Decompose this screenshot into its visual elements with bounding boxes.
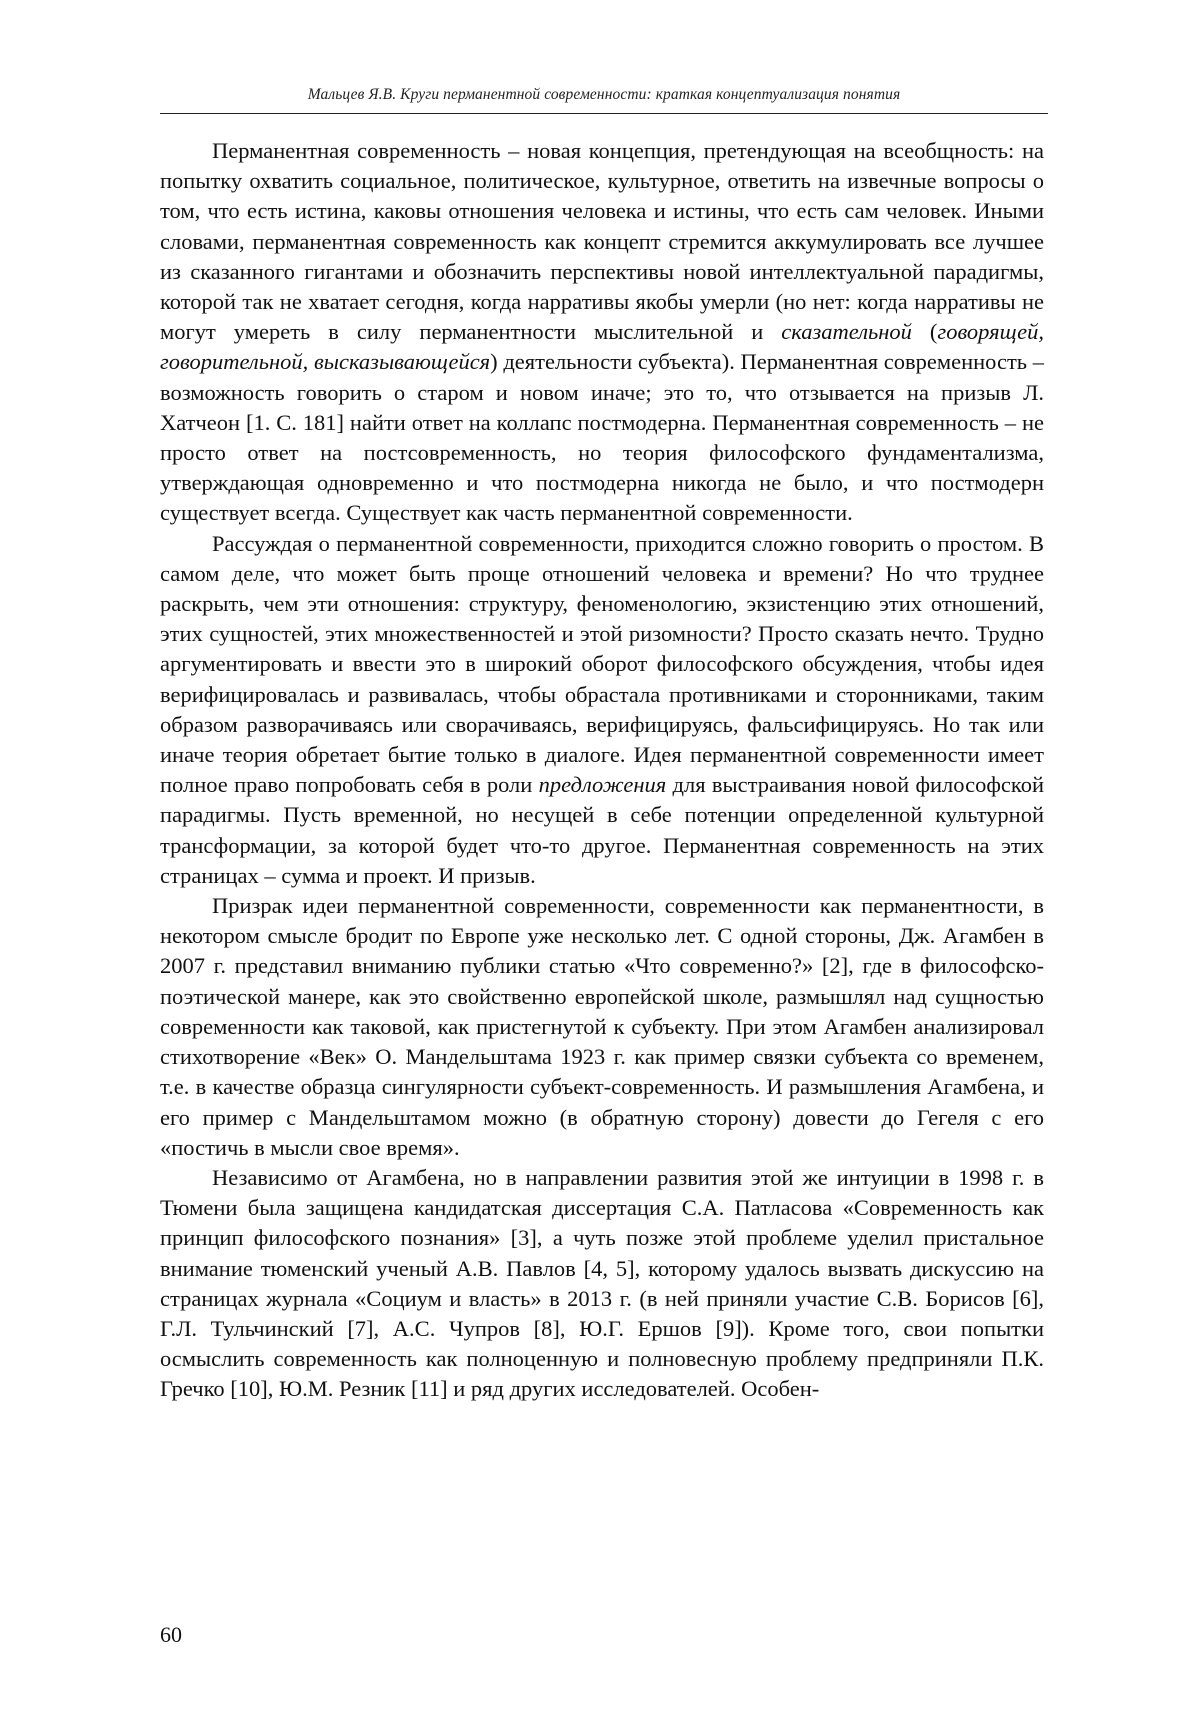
paragraph-1-emphasis-1: сказательной xyxy=(781,319,912,345)
paragraph-1 xyxy=(160,136,1044,529)
paragraph-4-text: Независимо от Агамбена, но в направлении развития этой же интуиции в 1998 г. в Тюмени была защищена кандидатская диссертация С.А. Патласова «Современность как принцип философского познания» [3], а чуть позже этой проблеме уделил пристальное внимание тюменский ученый А.В. Павлов [4, 5], которому удалось вызвать дискуссию на страницах журнала «Социум и власть» в 2013 г. (в ней приняли участие С.В. Борисов [6], Г.Л. Тульчинский [7], А.С. Чупров [8], Ю.Г. Ершов [9]). Кроме того, свои попытки осмыслить современность как полноценную и полновесную проблему предприняли П.К. Гречко [10], Ю.М. Резник [11] и ряд других исследователей. Особен- xyxy=(160,1164,1044,1402)
paragraph-2-emphasis: предложения xyxy=(538,772,667,798)
paragraph-1-text-b: ( xyxy=(911,319,938,345)
page-number: 60 xyxy=(160,1622,182,1647)
paragraph-2-text-b: для выстраивания новой философской парадигмы. Пусть временной, но несущей в себе потенции определенной культурной трансформации, за которой будет что-то другое. Перманентная современность на этих страницах – сумма и проект. И призыв. xyxy=(160,772,1044,888)
running-header: Мальцев Я.В. Круги перманентной современности: краткая концептуализация понятия xyxy=(307,86,901,103)
paragraph-4 xyxy=(160,1163,1044,1405)
paragraph-1-emphasis-2: говорящей, говорительной, высказывающейся xyxy=(160,319,1044,375)
header-rule xyxy=(160,113,1048,114)
paragraph-1-text-c: ) деятельности субъекта). Перманентная современность – возможность говорить о старом и новом иначе; это то, что отзывается на призыв Л. Хатчеон [1. С. 181] найти ответ на коллапс постмодерна. Перманентная современность – не просто ответ на постсовременность, но теория философского фундаментализма, утверждающая одновременно и что постмодерна никогда не было, и что постмодерн существует всегда. Существует как часть перманентной современности. xyxy=(160,349,1044,526)
paragraph-3 xyxy=(160,891,1044,1163)
paragraph-3-text: Призрак идеи перманентной современности, современности как перманентности, в некотором смысле бродит по Европе уже несколько лет. С одной стороны, Дж. Агамбен в 2007 г. представил вниманию публики статью «Что современно?» [2], где в философско-поэтической манере, как это свойственно европейской школе, размышлял над сущностью современности как таковой, как пристегнутой к субъекту. При этом Агамбен анализировал стихотворение «Век» О. Мандельштама 1923 г. как пример связки субъекта со временем, т.е. в качестве образца сингулярности субъект-современность. И размышления Агамбена, и его пример с Мандельштамом можно (в обратную сторону) довести до Гегеля с его «постичь в мысли свое время». xyxy=(160,893,1044,1160)
paragraph-1-text-a: Перманентная современность – новая концепция, претендующая на всеобщность: на попытку охватить социальное, политическое, культурное, ответить на извечные вопросы о том, что есть истина, каковы отношения человека и истины, что есть сам человек. Иными словами, перманентная современность как концепт стремится аккумулировать все лучшее из сказанного гигантами и обозначить перспективы новой интеллектуальной парадигмы, которой так не хватает сегодня, когда нарративы якобы умерли (но нет: когда нарративы не могут умереть в силу перманентности мыслительной и xyxy=(160,138,1044,345)
paragraph-2-text-a: Рассуждая о перманентной современности, приходится сложно говорить о простом. В самом деле, что может быть проще отношений человека и времени? Но что труднее раскрыть, чем эти отношения: структуру, феноменологию, экзистенцию этих отношений, этих сущностей, этих множественностей и этой ризомности? Просто сказать нечто. Трудно аргументировать и ввести это в широкий оборот философского обсуждения, чтобы идея верифицировалась и развивалась, чтобы обрастала противниками и сторонниками, таким образом разворачиваясь или сворачиваясь, верифицируясь, фальсифицируясь. Но так или иначе теория обретает бытие только в диалоге. Идея перманентной современности имеет полное право попробовать себя в роли xyxy=(160,530,1044,798)
paragraph-2 xyxy=(160,529,1044,891)
article-body xyxy=(160,136,1044,1405)
